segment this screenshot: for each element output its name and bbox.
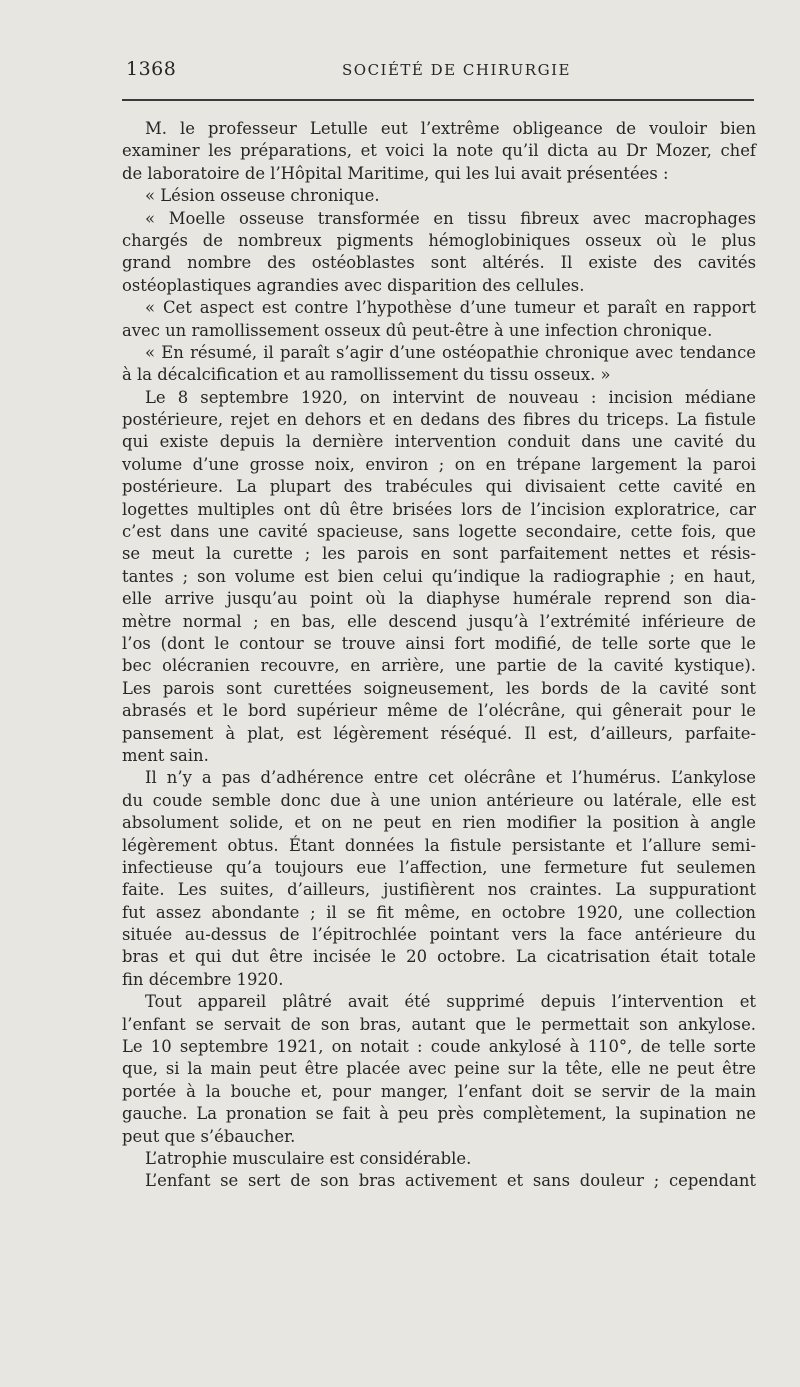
text-line: Le 10 septembre 1921, on notait : coude ankylosé à 110°, de telle sorte <box>122 1037 756 1057</box>
text-line: Tout appareil plâtré avait été supprimé depuis l’intervention et <box>145 992 756 1012</box>
text-line: bras et qui dut être incisée le 20 octobre. La cicatrisation était totale <box>122 947 756 967</box>
text-line: L’atrophie musculaire est considérable. <box>145 1148 472 1168</box>
text-line: chargés de nombreux pigments hémoglobiniques osseux où le plus <box>122 230 756 250</box>
text-line: L’enfant se sert de son bras activement et sans douleur ; cependant <box>145 1171 756 1191</box>
text-line: légèrement obtus. Étant données la fistule persistante et l’allure semi- <box>122 835 756 855</box>
text-line: volume d’une grosse noix, environ ; on en trépane largement la paroi <box>122 454 756 474</box>
text-line: ostéoplastiques agrandies avec disparition des cellules. <box>122 275 585 295</box>
text-line: postérieure, rejet en dehors et en dedans des fibres du triceps. La fistule <box>122 410 756 430</box>
text-line: que, si la main peut être placée avec peine sur la tête, elle ne peut être <box>122 1059 756 1079</box>
text-line: c’est dans une cavité spacieuse, sans logette secondaire, cette fois, que <box>122 522 756 542</box>
page-header <box>0 58 800 86</box>
text-line: Les parois sont curettées soigneusement, les bords de la cavité sont <box>122 678 756 698</box>
text-line: qui existe depuis la dernière intervention conduit dans une cavité du <box>122 432 756 452</box>
text-line: gauche. La pronation se fait à peu près complètement, la supination ne <box>122 1104 756 1124</box>
text-line: à la décalcification et au ramollissement du tissu osseux. » <box>122 365 611 385</box>
text-line: l’enfant se servait de son bras, autant que le permettait son ankylose. <box>122 1014 756 1034</box>
text-line: située au-dessus de l’épitrochlée pointant vers la face antérieure du <box>122 925 756 945</box>
text-line: « Moelle osseuse transformée en tissu fibreux avec macrophages <box>145 208 756 228</box>
text-line: Le 8 septembre 1920, on intervint de nouveau : incision médiane <box>145 387 756 407</box>
text-line: postérieure. La plupart des trabécules qui divisaient cette cavité en <box>122 477 756 497</box>
running-title: SOCIÉTÉ DE CHIRURGIE <box>342 61 571 79</box>
text-line: abrasés et le bord supérieur même de l’olécrâne, qui gênerait pour le <box>122 701 756 721</box>
text-line: elle arrive jusqu’au point où la diaphyse humérale reprend son dia- <box>122 589 756 609</box>
text-line: fut assez abondante ; il se fit même, en octobre 1920, une collection <box>122 902 756 922</box>
text-line: grand nombre des ostéoblastes sont altérés. Il existe des cavités <box>122 253 756 273</box>
text-line: examiner les préparations, et voici la note qu’il dicta au Dr Mozer, chef <box>122 141 756 161</box>
text-line: peut que s’ébaucher. <box>122 1126 296 1146</box>
text-line: « Cet aspect est contre l’hypothèse d’une tumeur et paraît en rapport <box>145 298 756 318</box>
text-line: faite. Les suites, d’ailleurs, justifièrent nos craintes. La suppurationt <box>122 880 756 900</box>
text-line: tantes ; son volume est bien celui qu’indique la radiographie ; en haut, <box>122 566 756 586</box>
page-number: 1368 <box>126 58 177 80</box>
text-line: portée à la bouche et, pour manger, l’enfant doit se servir de la main <box>122 1081 756 1101</box>
text-line: logettes multiples ont dû être brisées lors de l’incision exploratrice, car <box>122 499 756 519</box>
text-line: du coude semble donc due à une union antérieure ou latérale, elle est <box>122 790 756 810</box>
text-line: M. le professeur Letulle eut l’extrême obligeance de vouloir bien <box>145 119 756 138</box>
text-line: « En résumé, il paraît s’agir d’une ostéopathie chronique avec tendance <box>145 342 756 362</box>
text-line: mètre normal ; en bas, elle descend jusqu’à l’extrémité inférieure de <box>122 611 756 631</box>
text-line: l’os (dont le contour se trouve ainsi fort modifié, de telle sorte que le <box>122 633 756 653</box>
body-text <box>122 118 756 1193</box>
text-line: Il n’y a pas d’adhérence entre cet olécrâne et l’humérus. L’ankylose <box>145 768 756 788</box>
text-line: fin décembre 1920. <box>122 969 284 989</box>
text-line: bec olécranien recouvre, en arrière, une partie de la cavité kystique). <box>122 656 756 676</box>
text-line: de laboratoire de l’Hôpital Maritime, qui les lui avait présentées : <box>122 163 669 183</box>
text-line: se meut la curette ; les parois en sont parfaitement nettes et résis- <box>122 544 756 564</box>
text-line: « Lésion osseuse chronique. <box>145 186 380 206</box>
header-rule <box>122 99 754 101</box>
text-line: avec un ramollissement osseux dû peut-être à une infection chronique. <box>122 320 713 340</box>
text-line: pansement à plat, est légèrement réséqué. Il est, d’ailleurs, parfaite- <box>122 723 756 743</box>
text-line: absolument solide, et on ne peut en rien modifier la position à angle <box>122 813 756 833</box>
text-line: ment sain. <box>122 745 209 765</box>
text-line: infectieuse qu’a toujours eue l’affection, une fermeture fut seulemen <box>122 857 756 877</box>
